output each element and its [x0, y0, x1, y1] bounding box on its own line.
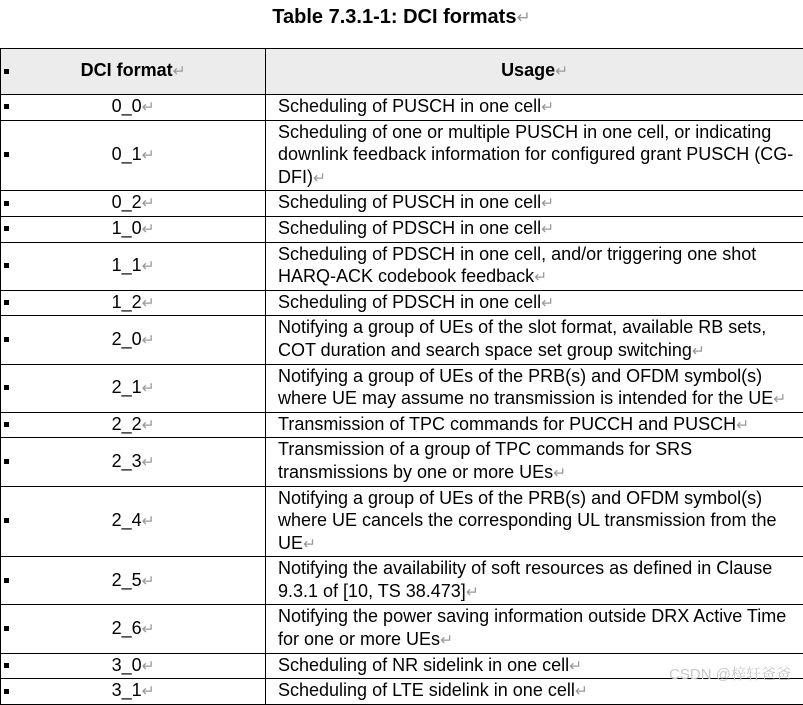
bullet-icon [4, 689, 9, 694]
dci-format-value: 0_0 [112, 96, 142, 116]
paragraph-mark-icon: ↵ [541, 99, 554, 116]
dci-format-value: 0_2 [112, 192, 142, 212]
paragraph-mark-icon: ↵ [142, 658, 155, 675]
table-row [1, 95, 803, 121]
dci-format-cell [1, 216, 266, 242]
paragraph-mark-icon: ↵ [553, 465, 566, 482]
usage-text-block [266, 487, 803, 557]
bullet-icon [4, 104, 9, 109]
usage-value: Scheduling of PDSCH in one cell, and/or triggering one shot HARQ-ACK codebook feedback [278, 244, 756, 287]
paragraph-mark-icon: ↵ [142, 195, 155, 212]
table-row [1, 290, 803, 316]
bullet-icon [4, 663, 9, 668]
dci-format-value: 2_0 [112, 329, 142, 349]
table-row [1, 412, 803, 438]
usage-value: Notifying the availability of soft resources as defined in Clause 9.3.1 of [10, TS 38.473] [278, 558, 772, 601]
table-row [1, 486, 803, 557]
table-caption [0, 4, 803, 31]
dci-format-value: 1_0 [112, 218, 142, 238]
usage-cell [266, 216, 803, 242]
usage-cell [266, 120, 803, 191]
paragraph-mark-icon: ↵ [313, 170, 326, 187]
dci-format-cell [1, 486, 266, 557]
header-dci-format [1, 49, 266, 95]
dci-format-cell [1, 557, 266, 605]
dci-format-cell [1, 364, 266, 412]
paragraph-mark-icon: ↵ [142, 621, 155, 638]
dci-format-value: 2_6 [112, 618, 142, 638]
paragraph-mark-icon: ↵ [142, 573, 155, 590]
paragraph-mark-icon: ↵ [142, 417, 155, 434]
paragraph-mark-icon: ↵ [773, 391, 786, 408]
usage-value: Notifying a group of UEs of the PRB(s) and OFDM symbol(s) where UE cancels the corresponding UL transmission from the UE [278, 488, 777, 553]
bullet-icon [4, 578, 9, 583]
dci-format-value: 2_3 [112, 451, 142, 471]
paragraph-mark-icon: ↵ [569, 658, 582, 675]
paragraph-mark-icon: ↵ [440, 632, 453, 649]
table-row [1, 216, 803, 242]
paragraph-mark-icon: ↵ [142, 295, 155, 312]
usage-value: Scheduling of PDSCH in one cell [278, 292, 541, 312]
paragraph-mark-icon: ↵ [736, 417, 749, 434]
usage-cell [266, 316, 803, 364]
dci-format-cell [1, 605, 266, 653]
bullet-icon [4, 459, 9, 464]
dci-format-cell [1, 438, 266, 486]
bullet-icon [4, 226, 9, 231]
paragraph-mark-icon: ↵ [516, 8, 530, 27]
bullet-icon [4, 337, 9, 342]
usage-value: Transmission of a group of TPC commands for SRS transmissions by one or more UEs [278, 439, 692, 482]
bullet-icon [4, 518, 9, 523]
usage-text-block [266, 217, 803, 242]
usage-cell [266, 364, 803, 412]
table-row [1, 242, 803, 290]
bullet-icon [4, 626, 9, 631]
usage-value: Transmission of TPC commands for PUCCH and PUSCH [278, 414, 736, 434]
usage-text-block [266, 121, 803, 191]
header-usage [266, 49, 803, 95]
dci-format-value: 2_5 [112, 570, 142, 590]
table-header-row [1, 49, 803, 95]
paragraph-mark-icon: ↵ [142, 513, 155, 530]
dci-format-cell [1, 95, 266, 121]
usage-cell [266, 557, 803, 605]
usage-value: Scheduling of PUSCH in one cell [278, 192, 541, 212]
paragraph-mark-icon: ↵ [541, 195, 554, 212]
usage-cell [266, 486, 803, 557]
bullet-icon [4, 385, 9, 390]
dci-format-cell [1, 120, 266, 191]
bullet-icon [4, 69, 9, 74]
usage-text-block [266, 316, 803, 363]
usage-value: Notifying a group of UEs of the slot format, available RB sets, COT duration and search space set group switching [278, 317, 766, 360]
table-body [1, 95, 803, 705]
usage-cell [266, 412, 803, 438]
usage-value: Notifying the power saving information outside DRX Active Time for one or more UEs [278, 606, 786, 649]
paragraph-mark-icon: ↵ [142, 99, 155, 116]
usage-value: Scheduling of one or multiple PUSCH in one cell, or indicating downlink feedback information for configured grant PUSCH (CG-DFI) [278, 122, 793, 187]
bullet-icon [4, 263, 9, 268]
dci-format-value: 2_4 [112, 510, 142, 530]
dci-format-value: 1_1 [112, 255, 142, 275]
usage-text-block [266, 243, 803, 290]
table-row [1, 605, 803, 653]
dci-format-value: 1_2 [112, 292, 142, 312]
usage-value: Scheduling of LTE sidelink in one cell [278, 680, 575, 700]
usage-text-block [266, 291, 803, 316]
usage-cell [266, 242, 803, 290]
paragraph-mark-icon: ↵ [142, 380, 155, 397]
usage-text-block [266, 605, 803, 652]
usage-text-block [266, 438, 803, 485]
usage-text-block [266, 413, 803, 438]
usage-text-block [266, 191, 803, 216]
paragraph-mark-icon: ↵ [534, 269, 547, 286]
usage-text-block [266, 557, 803, 604]
bullet-icon [4, 201, 9, 206]
usage-cell [266, 438, 803, 486]
paragraph-mark-icon: ↵ [692, 343, 705, 360]
paragraph-mark-icon: ↵ [555, 63, 568, 80]
bullet-icon [4, 422, 9, 427]
dci-format-cell [1, 191, 266, 217]
usage-value: Scheduling of PUSCH in one cell [278, 96, 541, 116]
dci-format-cell [1, 653, 266, 679]
dci-format-value: 0_1 [112, 144, 142, 164]
usage-text-block [266, 365, 803, 412]
watermark: CSDN @梓轩爸爸 [669, 663, 791, 684]
table-caption-text: Table 7.3.1-1: DCI formats [272, 6, 516, 28]
usage-value: Notifying a group of UEs of the PRB(s) and OFDM symbol(s) where UE may assume no transmission is intended for the UE [278, 366, 773, 409]
usage-cell [266, 290, 803, 316]
paragraph-mark-icon: ↵ [142, 221, 155, 238]
dci-format-cell [1, 412, 266, 438]
usage-text-block [266, 95, 803, 120]
dci-format-value: 2_2 [112, 414, 142, 434]
header-usage-label: Usage [501, 60, 555, 80]
paragraph-mark-icon: ↵ [142, 147, 155, 164]
bullet-icon [4, 300, 9, 305]
table-row [1, 364, 803, 412]
usage-cell [266, 605, 803, 653]
dci-format-cell [1, 290, 266, 316]
usage-value: Scheduling of PDSCH in one cell [278, 218, 541, 238]
bullet-icon [4, 152, 9, 157]
table-row [1, 438, 803, 486]
paragraph-mark-icon: ↵ [142, 258, 155, 275]
paragraph-mark-icon: ↵ [575, 683, 588, 700]
paragraph-mark-icon: ↵ [541, 221, 554, 238]
table-row [1, 191, 803, 217]
table-row [1, 120, 803, 191]
paragraph-mark-icon: ↵ [142, 683, 155, 700]
usage-value: Scheduling of NR sidelink in one cell [278, 655, 569, 675]
paragraph-mark-icon: ↵ [541, 295, 554, 312]
table-row [1, 557, 803, 605]
dci-format-value: 3_1 [112, 680, 142, 700]
header-dci-format-label: DCI format [81, 60, 173, 80]
paragraph-mark-icon: ↵ [173, 63, 186, 80]
paragraph-mark-icon: ↵ [142, 454, 155, 471]
dci-format-value: 2_1 [112, 377, 142, 397]
paragraph-mark-icon: ↵ [466, 584, 479, 601]
dci-format-cell [1, 316, 266, 364]
table-row [1, 316, 803, 364]
dci-formats-table [0, 48, 803, 705]
usage-cell [266, 191, 803, 217]
usage-cell [266, 95, 803, 121]
dci-format-value: 3_0 [112, 655, 142, 675]
dci-format-cell [1, 242, 266, 290]
paragraph-mark-icon: ↵ [142, 332, 155, 349]
paragraph-mark-icon: ↵ [303, 536, 316, 553]
